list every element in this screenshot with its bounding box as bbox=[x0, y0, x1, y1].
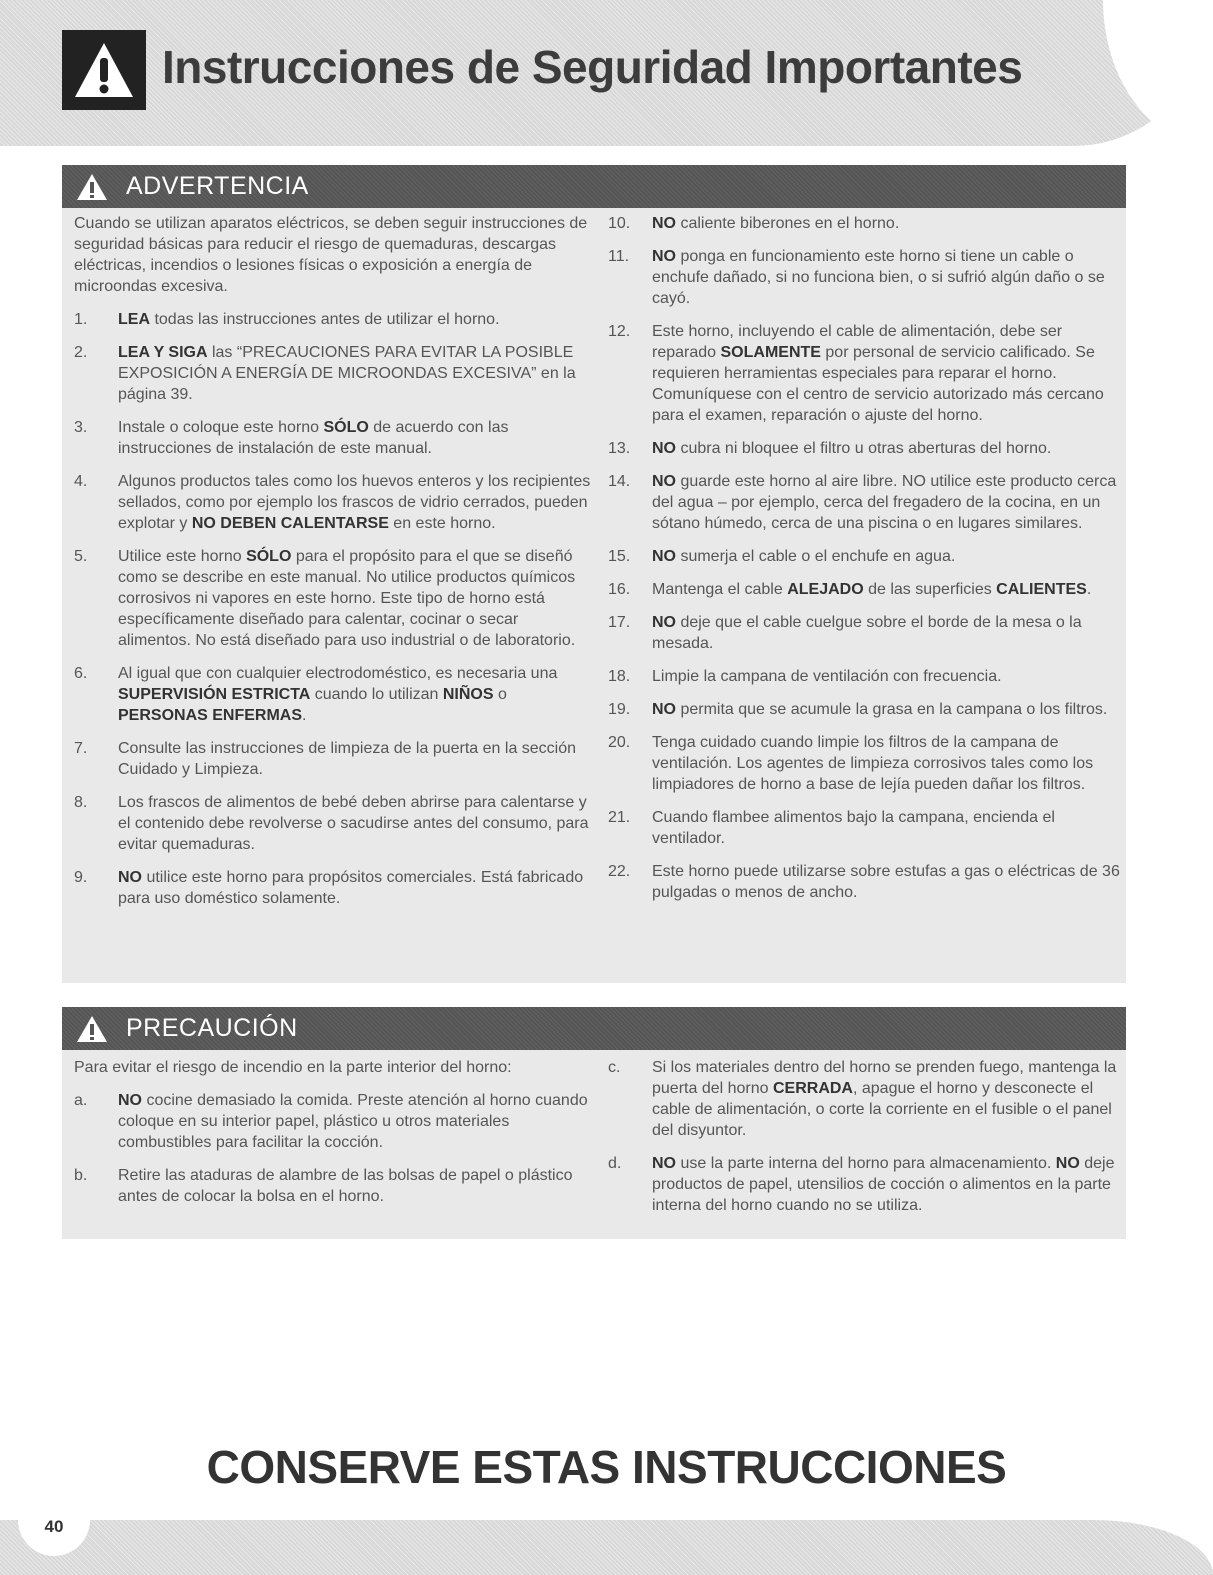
item-text: Cuando flambee alimentos bajo la campana, encienda el ventilador. bbox=[652, 809, 1055, 847]
item-number: 12. bbox=[608, 323, 631, 340]
item-number: 11. bbox=[608, 248, 630, 265]
item-number: 5. bbox=[74, 548, 88, 565]
list-item bbox=[608, 732, 1120, 795]
emphasis-text: PERSONAS ENFERMAS bbox=[118, 707, 303, 724]
item-text: ponga en funcionamiento este horno si tiene un cable o enchufe dañado, si no funciona bien, o si sufrió algún daño o se cayó. bbox=[652, 248, 1105, 307]
warning-right-column bbox=[608, 213, 1120, 915]
warning-logo bbox=[62, 30, 146, 110]
item-text: Instale o coloque este horno bbox=[118, 419, 324, 436]
item-text: Este horno puede utilizarse sobre estufas a gas o eléctricas de 36 pulgadas o menos de ancho. bbox=[652, 863, 1120, 901]
item-number: 4. bbox=[74, 473, 88, 490]
item-text: Mantenga el cable bbox=[652, 581, 788, 598]
emphasis-text: NO bbox=[652, 473, 676, 490]
list-item bbox=[608, 807, 1120, 849]
emphasis-text: NO bbox=[118, 1092, 142, 1109]
item-text: Tenga cuidado cuando limpie los filtros de la campana de ventilación. Los agentes de limpieza corrosivos tales como los limpiadores de horno a base de lejía pueden dañar los filtros. bbox=[652, 734, 1094, 793]
list-item bbox=[74, 792, 592, 855]
warning-section-bar bbox=[62, 165, 1126, 208]
item-text: deje que el cable cuelgue sobre el borde de la mesa o la mesada. bbox=[652, 614, 1082, 652]
warning-triangle-icon bbox=[76, 1014, 108, 1044]
list-item bbox=[608, 1153, 1120, 1216]
item-number: 21. bbox=[608, 809, 631, 826]
item-text: Si los materiales dentro del horno se prenden fuego, mantenga la puerta del horno bbox=[652, 1059, 1117, 1097]
emphasis-text: NO bbox=[118, 869, 142, 886]
caution-list-left bbox=[74, 1090, 592, 1207]
item-text: Retire las ataduras de alambre de las bolsas de papel o plástico antes de colocar la bolsa en el horno. bbox=[118, 1167, 573, 1205]
list-item bbox=[74, 546, 592, 651]
item-number: 15. bbox=[608, 548, 631, 565]
list-item bbox=[608, 213, 1120, 234]
list-item bbox=[608, 546, 1120, 567]
emphasis-text: SUPERVISIÓN ESTRICTA bbox=[118, 686, 311, 703]
caution-intro: Para evitar el riesgo de incendio en la parte interior del horno: bbox=[74, 1059, 512, 1076]
warning-intro: Cuando se utilizan aparatos eléctricos, se deben seguir instrucciones de seguridad básicas para reducir el riesgo de quemaduras, descargas eléctricas, incendios o lesiones físicas o exposición a energía de microondas excesiva. bbox=[74, 215, 588, 295]
emphasis-text: NO bbox=[652, 215, 676, 232]
emphasis-text: SÓLO bbox=[246, 548, 292, 565]
item-number: 16. bbox=[608, 581, 631, 598]
item-number: 7. bbox=[74, 740, 88, 757]
item-number: 13. bbox=[608, 440, 631, 457]
item-text: cubra ni bloquee el filtro u otras aberturas del horno. bbox=[676, 440, 1052, 457]
item-number: 6. bbox=[74, 665, 88, 682]
item-text: caliente biberones en el horno. bbox=[676, 215, 900, 232]
item-text: Al igual que con cualquier electrodoméstico, es necesaria una bbox=[118, 665, 558, 682]
list-item bbox=[608, 861, 1120, 903]
emphasis-text: SOLAMENTE bbox=[720, 344, 821, 361]
warning-icon bbox=[72, 40, 136, 100]
item-text: en este horno. bbox=[388, 515, 496, 532]
emphasis-text: NO bbox=[1055, 1155, 1080, 1172]
page-number: 40 bbox=[18, 1498, 90, 1556]
emphasis-text: SÓLO bbox=[323, 419, 369, 436]
emphasis-text: NO bbox=[652, 440, 676, 457]
item-text: use la parte interna del horno para almacenamiento. bbox=[676, 1155, 1056, 1172]
emphasis-text: CERRADA bbox=[772, 1080, 853, 1097]
warning-heading: ADVERTENCIA bbox=[126, 172, 309, 200]
item-number: 8. bbox=[74, 794, 88, 811]
emphasis-text: NO bbox=[652, 1155, 676, 1172]
item-number: d. bbox=[608, 1155, 622, 1172]
warning-section bbox=[62, 165, 1126, 983]
item-number: 19. bbox=[608, 701, 631, 718]
list-item bbox=[608, 471, 1120, 534]
item-number: 2. bbox=[74, 344, 88, 361]
caution-heading: PRECAUCIÓN bbox=[126, 1014, 298, 1042]
page-title: Instrucciones de Seguridad Importantes bbox=[162, 41, 1023, 93]
emphasis-text: NIÑOS bbox=[442, 686, 494, 703]
item-text: Los frascos de alimentos de bebé deben abrirse para calentarse y el contenido debe revolverse o sacudirse antes del consumo, para evitar quemaduras. bbox=[118, 794, 589, 853]
warning-left-column bbox=[74, 213, 592, 921]
item-number: 20. bbox=[608, 734, 631, 751]
item-text: cocine demasiado la comida. Preste atención al horno cuando coloque en su interior papel, plástico u otros materiales combustibles para facilitar la cocción. bbox=[118, 1092, 588, 1151]
item-number: 17. bbox=[608, 614, 631, 631]
emphasis-text: LEA Y SIGA bbox=[118, 344, 208, 361]
emphasis-text: NO bbox=[652, 614, 676, 631]
list-item bbox=[74, 471, 592, 534]
warning-list-right bbox=[608, 213, 1120, 903]
item-text: cuando lo utilizan bbox=[310, 686, 443, 703]
caution-right-column bbox=[608, 1057, 1120, 1228]
item-text: sumerja el cable o el enchufe en agua. bbox=[676, 548, 956, 565]
item-text: utilice este horno para propósitos comerciales. Está fabricado para uso doméstico solamente. bbox=[118, 869, 584, 907]
list-item bbox=[608, 666, 1120, 687]
emphasis-text: NO DEBEN CALENTARSE bbox=[191, 515, 389, 532]
list-item bbox=[608, 699, 1120, 720]
item-number: c. bbox=[608, 1059, 621, 1076]
item-number: 3. bbox=[74, 419, 88, 436]
item-text: las “PRECAUCIONES PARA EVITAR LA POSIBLE EXPOSICIÓN A ENERGÍA DE MICROONDAS EXCESIVA” en la página 39. bbox=[118, 344, 576, 403]
item-text: de acuerdo con las instrucciones de instalación de este manual. bbox=[118, 419, 509, 457]
item-number: 9. bbox=[74, 869, 88, 886]
warning-list-left bbox=[74, 309, 592, 909]
list-item bbox=[608, 438, 1120, 459]
list-item bbox=[608, 321, 1120, 426]
item-number: 18. bbox=[608, 668, 631, 685]
item-number: a. bbox=[74, 1092, 88, 1109]
item-text: Limpie la campana de ventilación con frecuencia. bbox=[652, 668, 1002, 685]
item-number: b. bbox=[74, 1167, 88, 1184]
caution-section-bar bbox=[62, 1007, 1126, 1050]
item-number: 1. bbox=[74, 311, 88, 328]
item-text: o bbox=[493, 686, 507, 703]
list-item bbox=[608, 612, 1120, 654]
list-item bbox=[74, 417, 592, 459]
item-text: para el propósito para el que se diseñó como se describe en este manual. No utilice productos químicos corrosivos ni vapores en este horno. Este tipo de horno está específicamente diseñado para calentar, cocinar o secar alimentos. No está diseñado para uso industrial o de laboratorio. bbox=[118, 548, 576, 649]
emphasis-text: ALEJADO bbox=[787, 581, 864, 598]
emphasis-text: NO bbox=[652, 548, 676, 565]
caution-left-column bbox=[74, 1057, 592, 1219]
item-text: de las superficies bbox=[863, 581, 997, 598]
list-item bbox=[74, 309, 592, 330]
item-number: 22. bbox=[608, 863, 631, 880]
item-text: . bbox=[302, 707, 307, 724]
item-text: todas las instrucciones antes de utilizar el horno. bbox=[150, 311, 500, 328]
list-item bbox=[74, 1165, 592, 1207]
caution-section bbox=[62, 1007, 1126, 1239]
item-text: deje productos de papel, utensilios de cocción o alimentos en la parte interna del horno cuando no se utiliza. bbox=[652, 1155, 1115, 1214]
footer-band bbox=[0, 1520, 1213, 1575]
item-text: Utilice este horno bbox=[118, 548, 247, 565]
item-text: Algunos productos tales como los huevos enteros y los recipientes sellados, como por ejemplo los frascos de vidrio cerrados, pueden explotar y bbox=[118, 473, 591, 532]
list-item bbox=[608, 1057, 1120, 1141]
list-item bbox=[74, 1090, 592, 1153]
footer-title: CONSERVE ESTAS INSTRUCCIONES bbox=[206, 1441, 1007, 1493]
list-item bbox=[74, 342, 592, 405]
emphasis-text: CALIENTES bbox=[996, 581, 1087, 598]
list-item bbox=[74, 738, 592, 780]
emphasis-text: NO bbox=[652, 248, 676, 265]
list-item bbox=[608, 579, 1120, 600]
emphasis-text: NO bbox=[652, 701, 676, 718]
caution-list-right bbox=[608, 1057, 1120, 1216]
emphasis-text: LEA bbox=[118, 311, 150, 328]
item-number: 10. bbox=[608, 215, 631, 232]
item-text: por personal de servicio calificado. Se requieren herramientas especiales para reparar el horno. Comuníquese con el centro de servicio autorizado más cercano para el examen, reparación o ajuste del horno. bbox=[652, 344, 1104, 424]
item-text: , apague el horno y desconecte el cable de alimentación, o corte la corriente en el fusible o el panel del disyuntor. bbox=[652, 1080, 1112, 1139]
item-text: Consulte las instrucciones de limpieza de la puerta en la sección Cuidado y Limpieza. bbox=[118, 740, 577, 778]
item-text: permita que se acumule la grasa en la campana o los filtros. bbox=[676, 701, 1108, 718]
list-item bbox=[608, 246, 1120, 309]
item-number: 14. bbox=[608, 473, 631, 490]
list-item bbox=[74, 867, 592, 909]
list-item bbox=[74, 663, 592, 726]
item-text: . bbox=[1086, 581, 1092, 598]
item-text: guarde este horno al aire libre. NO utilice este producto cerca del agua – por ejemplo, cerca del fregadero de la cocina, en un sótano húmedo, cerca de una piscina o en lugares similares. bbox=[652, 473, 1117, 532]
warning-triangle-icon bbox=[76, 172, 108, 202]
item-text: Este horno, incluyendo el cable de alimentación, debe ser reparado bbox=[652, 323, 1063, 361]
